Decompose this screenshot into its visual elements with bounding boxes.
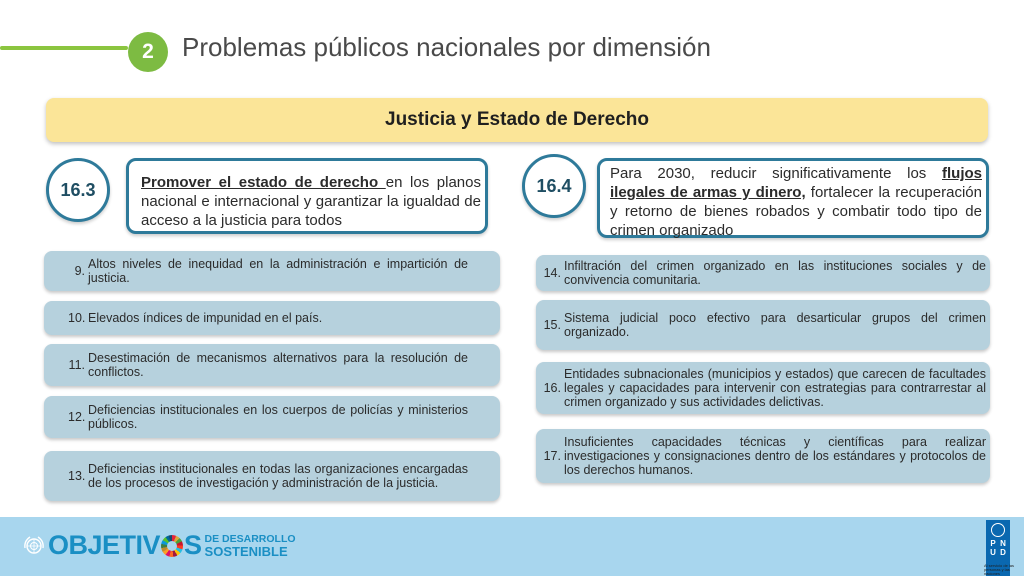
issue-item: [536, 300, 990, 350]
issue-item: [44, 451, 500, 501]
issue-text: Elevados índices de impunidad en el país.: [88, 311, 323, 325]
issue-text: Entidades subnacionales (municipios y estados) que carecen de facultades legales y capacidades para intervenir con estrategias para contrarrestar al crimen organizado y sus actividades delictivas.: [564, 367, 986, 409]
issue-text: Sistema judicial poco efectivo para desarticular grupos del crimen organizado.: [564, 311, 986, 339]
target-highlight-text: Promover el estado de derecho: [141, 174, 386, 191]
issue-number: 10.: [68, 311, 86, 325]
issue-number: 17.: [543, 449, 561, 463]
issue-number: 14.: [543, 266, 561, 280]
target-code-badge: 16.3: [46, 158, 110, 222]
issue-text: Altos niveles de inequidad en la administración e impartición de justicia.: [88, 257, 468, 285]
issue-number: 9.: [74, 264, 85, 278]
target-description-box: [597, 158, 989, 238]
issue-item: [536, 429, 990, 483]
issue-text: Insuficientes capacidades técnicas y científicas para realizar investigaciones y consignaciones dentro de los estándares y protocolos de los derechos humanos.: [564, 435, 986, 477]
issue-text: Deficiencias institucionales en los cuerpos de policías y ministerios públicos.: [88, 403, 468, 431]
section-number-badge: 2: [128, 32, 168, 72]
target-text: fortalecer la recuperación y retorno de bienes robados y combatir todo tipo de crimen organizado: [610, 184, 982, 239]
sdg-wheel-icon: [161, 535, 183, 557]
undp-logo: P N U D: [986, 520, 1010, 576]
dimension-banner: [46, 98, 988, 142]
header-accent-line: [0, 46, 128, 50]
target-code-badge: 16.4: [522, 154, 586, 218]
undp-globe-icon: [991, 523, 1005, 537]
target-highlight-text: flujos ilegales de armas y dinero,: [610, 165, 982, 201]
issue-text: Desestimación de mecanismos alternativos para la resolución de conflictos.: [88, 351, 468, 379]
issue-text: Deficiencias institucionales en todas las organizaciones encargadas de los procesos de investigación y administración de la justicia.: [88, 462, 468, 490]
sdg-logo-text: OBJETIV: [48, 530, 161, 560]
target-text: Para 2030, reducir significativamente los: [610, 165, 942, 182]
issue-number: 16.: [543, 381, 561, 395]
target-description-box: [126, 158, 488, 234]
un-emblem-icon: [22, 534, 46, 558]
sdg-logo-subtitle: DE DESARROLLO SOSTENIBLE: [204, 532, 296, 559]
target-text: en los planos nacional e internacional y garantizar la igualdad de acceso a la justicia para todos: [141, 174, 481, 229]
issue-number: 11.: [68, 358, 85, 372]
issue-item: [536, 255, 990, 291]
undp-caption: Al servicio de las personas y las naciones: [984, 563, 1015, 576]
page-title: Problemas públicos nacionales por dimensión: [182, 32, 711, 62]
sdg-logo: [48, 530, 296, 561]
issue-item: [44, 344, 500, 386]
issue-number: 15.: [543, 318, 561, 332]
issue-item: [536, 362, 990, 414]
issue-text: Infiltración del crimen organizado en las instituciones sociales y de convivencia comunitaria.: [564, 259, 986, 287]
issue-item: [44, 251, 500, 291]
sdg-logo-text: S: [184, 530, 202, 560]
issue-number: 13.: [68, 469, 86, 483]
issue-number: 12.: [68, 410, 86, 424]
issue-item: [44, 396, 500, 438]
issue-item: [44, 301, 500, 335]
dimension-title: Justicia y Estado de Derecho: [385, 109, 649, 130]
